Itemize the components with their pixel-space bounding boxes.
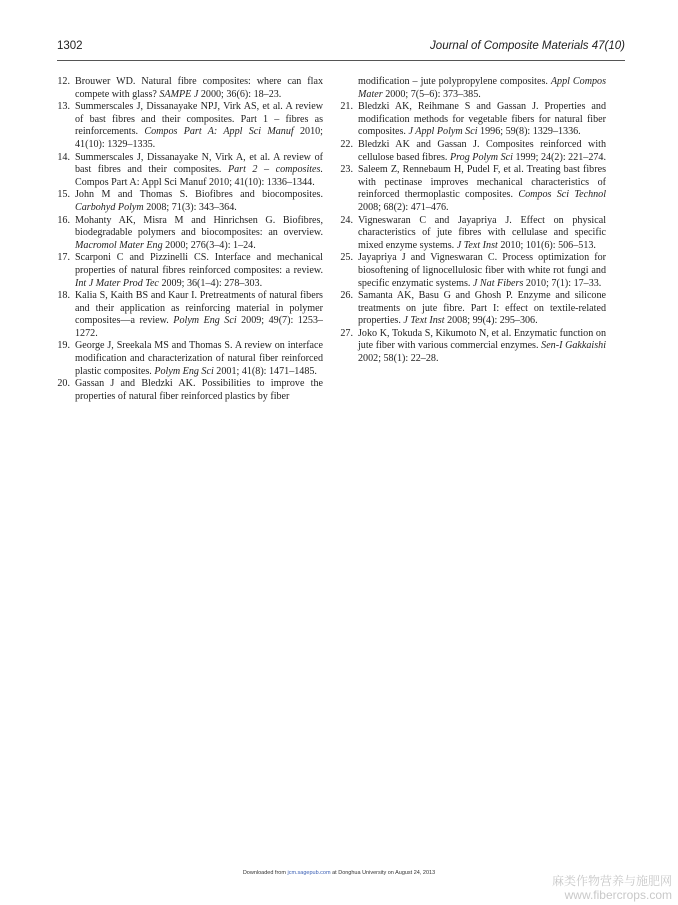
reference-number: 13.	[57, 101, 70, 113]
reference-item	[55, 152, 323, 190]
journal-name: Carbohyd Polym	[75, 201, 144, 213]
page-number: 1302	[57, 40, 83, 52]
reference-number: 23.	[340, 164, 353, 176]
reference-item	[338, 164, 606, 214]
reference-item	[338, 290, 606, 328]
reference-text: John M and Thomas S. Biofibres and biocomposites. Carbohyd Polym 2008; 71(3): 343–364.	[75, 189, 323, 213]
reference-number: 14.	[57, 151, 70, 163]
journal-name: J Text Inst	[403, 315, 445, 327]
reference-text: George J, Sreekala MS and Thomas S. A review on interface modification and characterization of natural fiber reinforced plastic composites. Polym Eng Sci 2001; 41(8): 1471–1485.	[75, 340, 323, 377]
reference-number: 16.	[57, 214, 70, 226]
reference-number: 22.	[340, 138, 353, 150]
reference-item	[55, 378, 323, 403]
journal-title: Journal of Composite Materials 47(10)	[430, 40, 625, 52]
reference-continuation: modification – jute polypropylene composites. Appl Compos Mater 2000; 7(5–6): 373–385.	[358, 76, 607, 100]
journal-name: Compos Sci Technol	[518, 189, 607, 201]
reference-item	[55, 101, 323, 151]
reference-number: 25.	[340, 252, 353, 264]
journal-name: J Nat Fibers	[472, 277, 524, 289]
reference-item	[338, 328, 606, 366]
reference-text: Saleem Z, Rennebaum H, Pudel F, et al. Treating bast fibres with pectinase improves mechanical characteristics of reinforced thermoplastic composites. Compos Sci Technol 2008; 68(2): 471–476.	[358, 164, 607, 213]
reference-text: Scarponi C and Pizzinelli CS. Interface and mechanical properties of natural fibres reinforced composites: a review. Int J Mater Prod Tec 2009; 36(1–4): 278–303.	[75, 252, 323, 289]
reference-item	[338, 139, 606, 164]
reference-number: 20.	[57, 378, 70, 390]
reference-text: Vigneswaran C and Jayapriya J. Effect on physical characteristics of jute fibres with cellulase and specific mixed enzyme systems. J Text Inst 2010; 101(6): 506–513.	[358, 214, 606, 251]
reference-item	[55, 76, 323, 101]
reference-number: 18.	[57, 290, 70, 302]
reference-number: 21.	[340, 101, 353, 113]
reference-text: Mohanty AK, Misra M and Hinrichsen G. Biofibres, biodegradable polymers and biocomposites: an overview. Macromol Mater Eng 2000; 276(3–4): 1–24.	[75, 214, 323, 251]
reference-text: Kalia S, Kaith BS and Kaur I. Pretreatments of natural fibers and their application as reinforcing material in polymer composites—a review. Polym Eng Sci 2009; 49(7): 1253–1272.	[75, 290, 323, 339]
reference-item	[338, 215, 606, 253]
download-footer: Downloaded from jcm.sagepub.com at Donghua University on August 24, 2013	[242, 870, 436, 876]
references-left-column	[55, 76, 323, 403]
journal-name: J Text Inst	[456, 239, 498, 251]
journal-name: SAMPE J	[159, 88, 199, 100]
reference-item	[55, 340, 323, 378]
journal-name: Int J Mater Prod Tec	[75, 277, 159, 289]
reference-text: Bledzki AK, Reihmane S and Gassan J. Properties and modification methods for vegetable fibers for natural fiber composites. J Appl Polym Sci 1996; 59(8): 1329–1336.	[358, 101, 606, 138]
references-right-column	[338, 76, 606, 366]
journal-name: Prog Polym Sci	[449, 151, 513, 163]
reference-number: 24.	[340, 214, 353, 226]
page-header	[57, 40, 625, 60]
reference-number: 26.	[340, 290, 353, 302]
reference-number: 27.	[340, 327, 353, 339]
reference-number: 17.	[57, 252, 70, 264]
reference-text: Summerscales J, Dissanayake N, Virk A, et al. A review of bast fibres and their composites. Part 2 – composites. Compos Part A: Appl Sci Manuf 2010; 41(10): 1336–1344.	[75, 151, 323, 188]
reference-number: 19.	[57, 340, 70, 352]
reference-item	[338, 101, 606, 139]
footer-link[interactable]: jcm.sagepub.com	[287, 870, 331, 876]
journal-name: Polym Eng Sci	[154, 365, 214, 377]
journal-name: Compos Part A: Appl Sci Manuf	[144, 126, 294, 138]
reference-text: Samanta AK, Basu G and Ghosh P. Enzyme and silicone treatments on jute fibre. Part I: effect on textile-related properties. J Text Inst 2008; 99(4): 295–306.	[358, 290, 606, 327]
reference-text: Jayapriya J and Vigneswaran C. Process optimization for biosoftening of lignocellulosic fiber with white rot fungi and specific enzymatic systems. J Nat Fibers 2010; 7(1): 17–33.	[358, 252, 606, 289]
journal-name: Part 2 – composites.	[227, 164, 323, 176]
reference-text: Bledzki AK and Gassan J. Composites reinforced with cellulose based fibres. Prog Polym Sci 1999; 24(2): 221–274.	[358, 138, 607, 163]
reference-item	[55, 215, 323, 253]
reference-item	[55, 252, 323, 290]
header-rule	[57, 60, 625, 61]
reference-number: 12.	[57, 76, 70, 87]
journal-name: Macromol Mater Eng	[75, 239, 163, 251]
journal-name: Polym Eng Sci	[173, 315, 237, 327]
reference-text: Gassan J and Bledzki AK. Possibilities to improve the properties of natural fiber reinforced plastics by fiber	[75, 378, 323, 402]
reference-item	[55, 290, 323, 340]
reference-text: Summerscales J, Dissanayake NPJ, Virk AS, et al. A review of bast fibres and their composites. Part 1 – fibres as reinforcements. Compos Part A: Appl Sci Manuf 2010; 41(10): 1329–1335.	[75, 101, 323, 150]
reference-text: Brouwer WD. Natural fibre composites: where can flax compete with glass? SAMPE J 2000; 36(6): 18–23.	[75, 76, 323, 100]
reference-text: Joko K, Tokuda S, Kikumoto N, et al. Enzymatic function on jute fiber with various commercial enzymes. Sen-I Gakkaishi 2002; 58(1): 22–28.	[358, 327, 606, 365]
reference-item	[55, 189, 323, 214]
journal-name: J Appl Polym Sci	[408, 126, 478, 138]
journal-name: Sen-I Gakkaishi	[541, 340, 606, 352]
reference-number: 15.	[57, 189, 70, 201]
reference-item	[338, 252, 606, 290]
watermark: 麻类作物营养与施肥网 www.fibercrops.com	[551, 874, 672, 902]
